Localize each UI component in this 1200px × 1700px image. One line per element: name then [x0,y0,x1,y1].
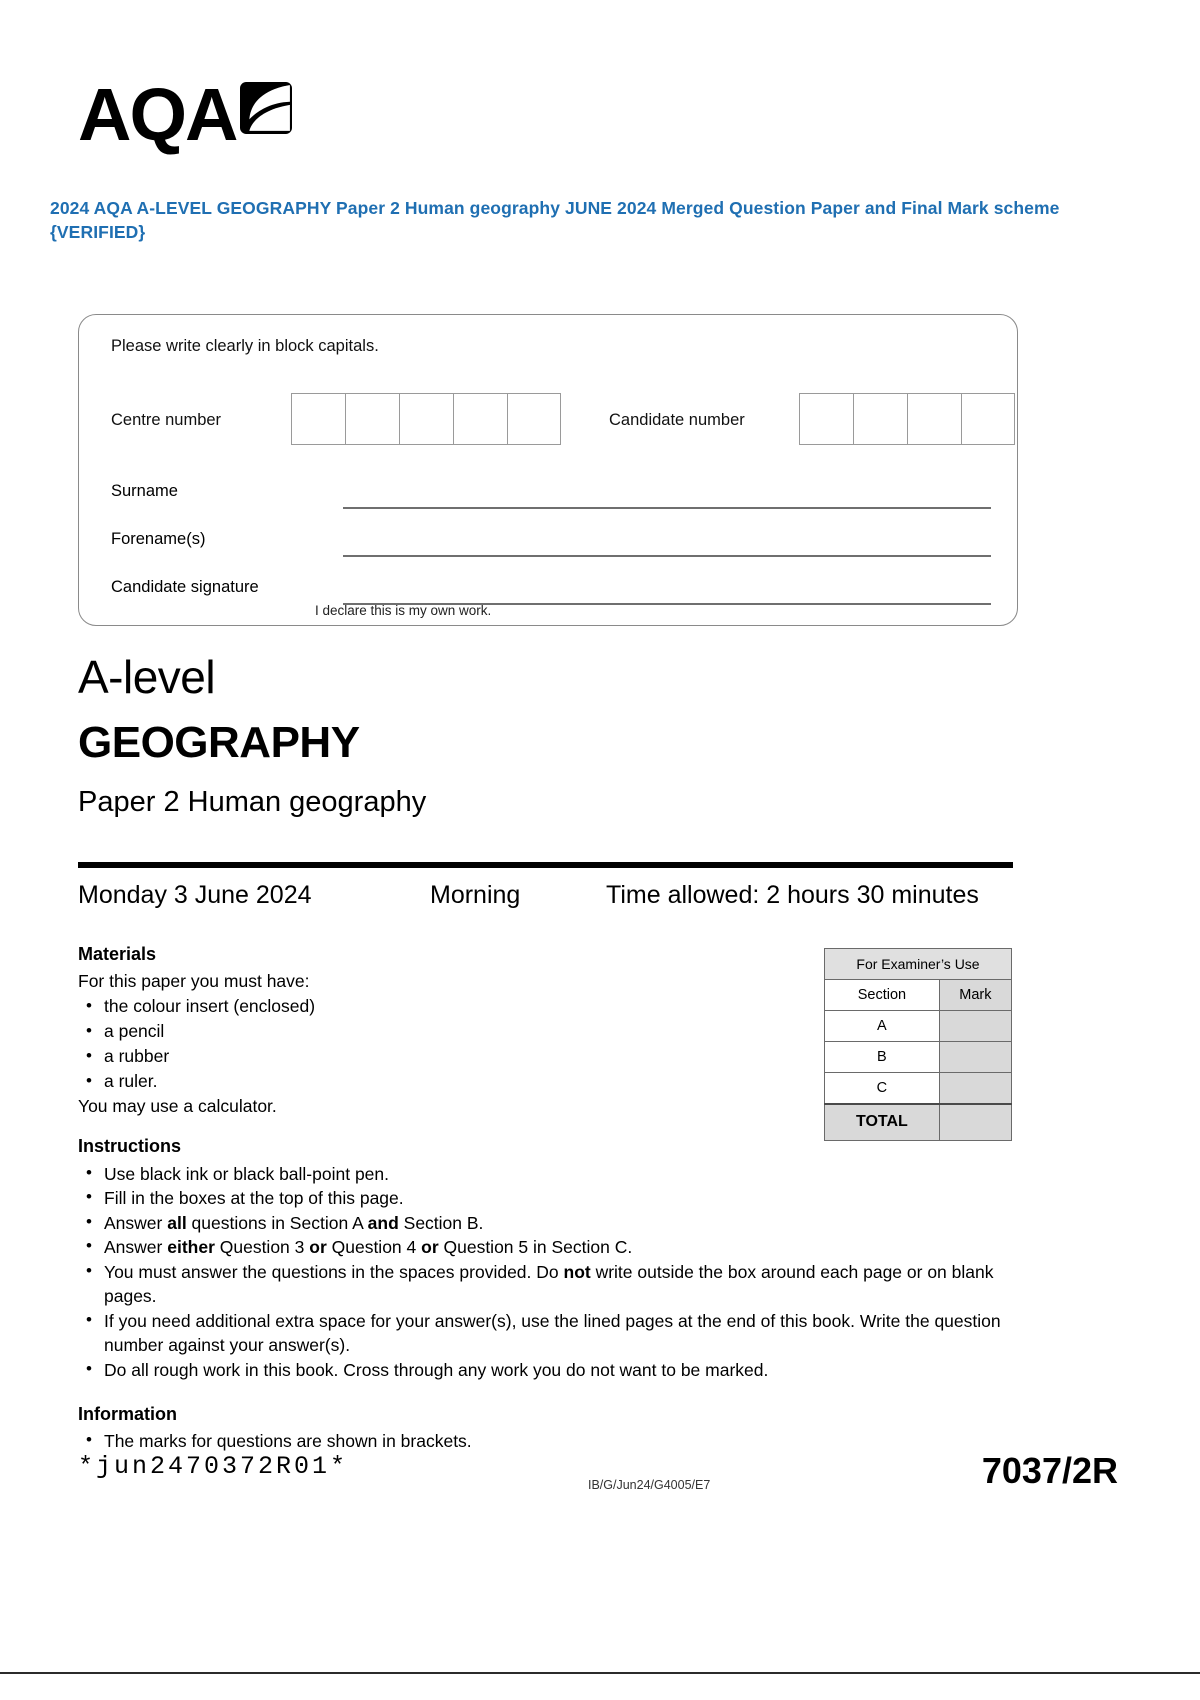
declaration-text: I declare this is my own work. [315,603,492,618]
candidate-number-cell[interactable] [961,393,1015,445]
aqa-leaf-logo-icon [240,82,292,134]
column-header-section: Section [825,980,940,1011]
horizontal-rule [78,862,1013,868]
examiner-table-title: For Examiner’s Use [825,949,1012,980]
materials-intro: For this paper you must have: [78,971,310,991]
candidate-signature-label: Candidate signature [111,578,259,596]
centre-number-label: Centre number [111,411,222,429]
centre-number-cell[interactable] [507,393,561,445]
table-row [825,980,1012,1011]
materials-heading: Materials [78,944,157,964]
list-item: • You must answer the questions in the spaces provided. Do not write outside the box around each page or on blank pages. [78,1260,1008,1309]
list-item: • Fill in the boxes at the top of this page. [78,1186,1008,1211]
forename-label: Forename(s) [111,530,206,548]
barcode-text: *jun2470372R01* [78,1452,349,1481]
signature-row [111,569,991,617]
materials-section [78,942,638,1119]
centre-number-cell[interactable] [399,393,453,445]
ib-reference-code: IB/G/Jun24/G4005/E7 [588,1478,711,1492]
instructions-list [78,1162,1008,1383]
materials-list [78,994,638,1094]
information-heading: Information [78,1404,177,1424]
column-header-mark: Mark [939,980,1011,1011]
list-item: • Answer all questions in Section A and Section B. [78,1211,1008,1236]
table-row [825,949,1012,980]
section-label-c: C [825,1073,940,1104]
instructions-section [78,1134,1008,1382]
list-item: • the colour insert (enclosed) [78,994,638,1019]
section-label-a: A [825,1011,940,1042]
forename-input[interactable] [343,555,991,557]
mark-cell-c[interactable] [939,1073,1011,1104]
for-examiners-use-table [824,948,1012,1141]
list-item: • Answer either Question 3 or Question 4 or Question 5 in Section C. [78,1235,1008,1260]
candidate-details-box [78,314,1018,626]
exam-session: Morning [430,881,521,909]
list-item: • The marks for questions are shown in brackets. [78,1429,1008,1454]
section-label-b: B [825,1042,940,1073]
list-item: • a pencil [78,1019,638,1044]
list-item: • a ruler. [78,1069,638,1094]
block-capitals-note: Please write clearly in block capitals. [111,337,379,355]
table-row [825,1073,1012,1104]
mark-cell-a[interactable] [939,1011,1011,1042]
paper-reference-code: 7037/2R [981,1450,1118,1491]
mark-cell-b[interactable] [939,1042,1011,1073]
total-label: TOTAL [825,1104,940,1141]
page-bottom-edge [0,1672,1200,1700]
number-fields-row [111,393,987,451]
candidate-number-label: Candidate number [609,411,745,429]
qualification-level: A-level [78,651,216,703]
candidate-number-cell[interactable] [907,393,961,445]
information-list [78,1429,1008,1454]
centre-number-cell[interactable] [453,393,507,445]
list-item: • a rubber [78,1044,638,1069]
exam-meta-row [78,881,1013,923]
table-row [825,1011,1012,1042]
candidate-number-cell[interactable] [799,393,853,445]
table-row [825,1042,1012,1073]
document-blue-title: 2024 AQA A-LEVEL GEOGRAPHY Paper 2 Human geography JUNE 2024 Merged Question Paper and Final Mark scheme {VERIFIED} [50,198,1060,242]
exam-time-allowed: Time allowed: 2 hours 30 minutes [606,881,979,909]
candidate-number-input[interactable] [799,393,1015,445]
forename-row [111,521,991,569]
paper-title: Paper 2 Human geography [78,786,427,818]
centre-number-cell[interactable] [291,393,345,445]
aqa-logo [78,73,292,156]
surname-input[interactable] [343,507,991,509]
calculator-note: You may use a calculator. [78,1096,277,1116]
aqa-logo-text: AQA [78,73,237,156]
exam-date: Monday 3 June 2024 [78,881,312,909]
instructions-heading: Instructions [78,1136,182,1156]
surname-label: Surname [111,482,178,500]
list-item: • Do all rough work in this book. Cross through any work you do not want to be marked. [78,1358,1008,1383]
centre-number-cell[interactable] [345,393,399,445]
candidate-number-cell[interactable] [853,393,907,445]
list-item: • Use black ink or black ball-point pen. [78,1162,1008,1187]
information-section [78,1402,1008,1453]
surname-row [111,473,991,521]
list-item: • If you need additional extra space for your answer(s), use the lined pages at the end of this book. Write the question number against your answer(s). [78,1309,1008,1358]
subject-title: GEOGRAPHY [78,718,360,767]
centre-number-input[interactable] [291,393,561,445]
